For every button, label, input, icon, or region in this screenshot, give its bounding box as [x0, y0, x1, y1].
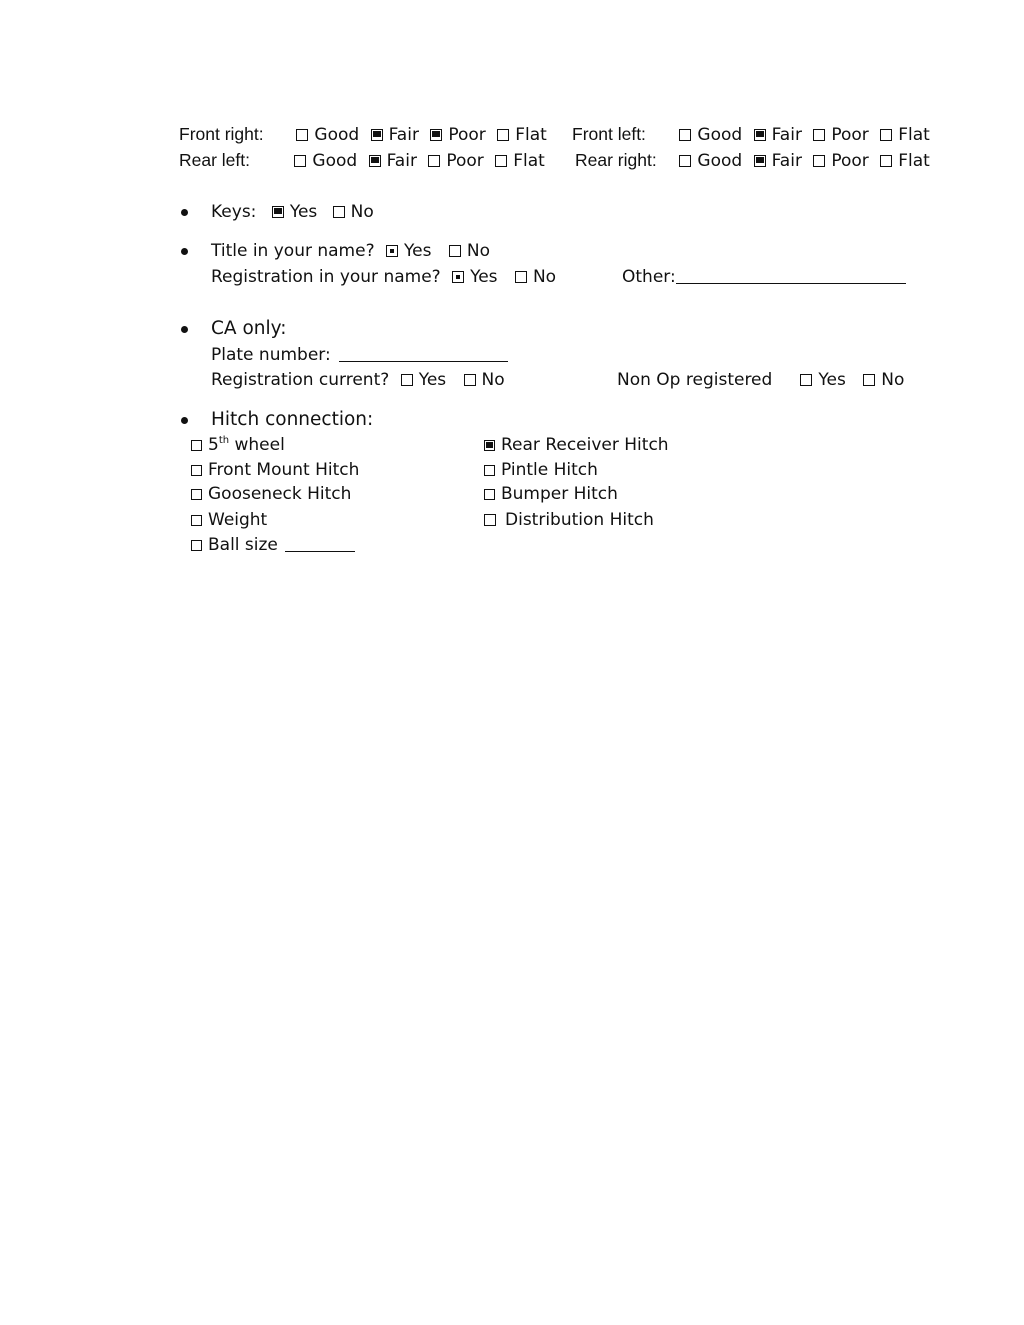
front-right-flat-option[interactable]: Flat [497, 125, 547, 145]
registration-yes-option[interactable]: Yes [452, 267, 497, 287]
checkbox-unchecked-icon[interactable] [191, 540, 202, 551]
title-row [211, 241, 496, 261]
hitch-option-pintle[interactable]: Pintle Hitch [484, 460, 598, 480]
keys-no-option[interactable]: No [333, 202, 374, 222]
checkbox-unchecked-icon[interactable] [800, 374, 812, 386]
other-input-line[interactable] [676, 267, 906, 284]
front-left-good-option[interactable]: Good [679, 125, 742, 145]
checkbox-unchecked-icon[interactable] [497, 129, 509, 141]
tire-row-front-left [572, 124, 936, 145]
checkbox-unchecked-icon[interactable] [191, 440, 202, 451]
registration-current-label: Registration current? [211, 370, 390, 390]
front-right-label: Front right: [179, 124, 264, 144]
checkbox-unchecked-icon[interactable] [294, 155, 306, 167]
checkbox-unchecked-icon[interactable] [428, 155, 440, 167]
checkbox-unchecked-icon[interactable] [495, 155, 507, 167]
rear-left-flat-option[interactable]: Flat [495, 151, 545, 171]
ca-heading: CA only: [211, 318, 287, 339]
checkbox-unchecked-icon[interactable] [515, 271, 527, 283]
checkbox-unchecked-icon[interactable] [191, 465, 202, 476]
checkbox-checked-icon[interactable] [272, 206, 284, 218]
registration-no-option[interactable]: No [515, 267, 556, 287]
rear-left-fair-option[interactable]: Fair [369, 151, 417, 171]
checkbox-unchecked-icon[interactable] [484, 465, 495, 476]
other-field [622, 267, 906, 287]
front-left-poor-option[interactable]: Poor [813, 125, 868, 145]
front-right-fair-option[interactable]: Fair [371, 125, 419, 145]
bullet-icon [181, 209, 188, 216]
ball-size-input-line[interactable] [285, 535, 355, 552]
checkbox-checked-icon[interactable] [430, 129, 442, 141]
front-left-label: Front left: [572, 124, 646, 144]
plate-number-row [211, 345, 508, 365]
tire-row-rear-right [575, 150, 936, 171]
other-label: Other: [622, 267, 676, 287]
non-op-label: Non Op registered [617, 370, 773, 390]
checkbox-unchecked-icon[interactable] [484, 489, 495, 500]
plate-number-input-line[interactable] [339, 345, 508, 362]
registration-current-no-option[interactable]: No [464, 370, 505, 390]
bullet-icon [181, 326, 188, 333]
rear-right-label: Rear right: [575, 150, 657, 170]
checkbox-checked-icon[interactable] [484, 440, 495, 451]
rear-right-good-option[interactable]: Good [679, 151, 742, 171]
checkbox-checked-icon[interactable] [386, 245, 398, 257]
rear-left-poor-option[interactable]: Poor [428, 151, 483, 171]
non-op-yes-option[interactable]: Yes [800, 370, 845, 390]
tire-row-rear-left [179, 150, 551, 171]
checkbox-checked-icon[interactable] [371, 129, 383, 141]
rear-right-poor-option[interactable]: Poor [813, 151, 868, 171]
hitch-option-front-mount[interactable]: Front Mount Hitch [191, 460, 359, 480]
registration-label: Registration in your name? [211, 267, 441, 287]
checkbox-unchecked-icon[interactable] [333, 206, 345, 218]
keys-row [211, 202, 380, 222]
rear-right-fair-option[interactable]: Fair [754, 151, 802, 171]
hitch-option-ball-size[interactable]: Ball size [191, 535, 355, 555]
registration-current-row [211, 370, 511, 390]
hitch-option-fifth-wheel[interactable]: 5th wheel [191, 435, 285, 455]
hitch-option-weight[interactable]: Weight [191, 510, 267, 530]
checkbox-unchecked-icon[interactable] [191, 489, 202, 500]
checkbox-checked-icon[interactable] [369, 155, 381, 167]
checkbox-checked-icon[interactable] [754, 129, 766, 141]
keys-label: Keys: [211, 202, 257, 222]
keys-yes-option[interactable]: Yes [272, 202, 317, 222]
title-yes-option[interactable]: Yes [386, 241, 431, 261]
checkbox-unchecked-icon[interactable] [484, 514, 496, 526]
front-left-flat-option[interactable]: Flat [880, 125, 930, 145]
checkbox-unchecked-icon[interactable] [679, 129, 691, 141]
hitch-option-distribution[interactable]: Distribution Hitch [484, 510, 654, 530]
checkbox-unchecked-icon[interactable] [449, 245, 461, 257]
hitch-heading: Hitch connection: [211, 409, 374, 430]
checkbox-unchecked-icon[interactable] [679, 155, 691, 167]
checkbox-unchecked-icon[interactable] [464, 374, 476, 386]
checkbox-unchecked-icon[interactable] [813, 129, 825, 141]
title-label: Title in your name? [211, 241, 375, 261]
checkbox-unchecked-icon[interactable] [880, 155, 892, 167]
rear-left-label: Rear left: [179, 150, 250, 170]
non-op-no-option[interactable]: No [863, 370, 904, 390]
title-no-option[interactable]: No [449, 241, 490, 261]
checkbox-checked-icon[interactable] [754, 155, 766, 167]
tire-row-front-right [179, 124, 553, 145]
bullet-icon [181, 248, 188, 255]
front-left-fair-option[interactable]: Fair [754, 125, 802, 145]
hitch-option-bumper[interactable]: Bumper Hitch [484, 484, 618, 504]
plate-number-label: Plate number: [211, 345, 331, 365]
front-right-good-option[interactable]: Good [296, 125, 359, 145]
checkbox-unchecked-icon[interactable] [880, 129, 892, 141]
rear-left-good-option[interactable]: Good [294, 151, 357, 171]
front-right-poor-option[interactable]: Poor [430, 125, 485, 145]
registration-row [211, 267, 562, 287]
checkbox-checked-icon[interactable] [452, 271, 464, 283]
non-op-row [617, 370, 910, 390]
registration-current-yes-option[interactable]: Yes [401, 370, 446, 390]
hitch-option-rear-receiver[interactable]: Rear Receiver Hitch [484, 435, 669, 455]
bullet-icon [181, 417, 188, 424]
checkbox-unchecked-icon[interactable] [296, 129, 308, 141]
rear-right-flat-option[interactable]: Flat [880, 151, 930, 171]
checkbox-unchecked-icon[interactable] [191, 515, 202, 526]
checkbox-unchecked-icon[interactable] [813, 155, 825, 167]
checkbox-unchecked-icon[interactable] [401, 374, 413, 386]
checkbox-unchecked-icon[interactable] [863, 374, 875, 386]
hitch-option-gooseneck[interactable]: Gooseneck Hitch [191, 484, 351, 504]
